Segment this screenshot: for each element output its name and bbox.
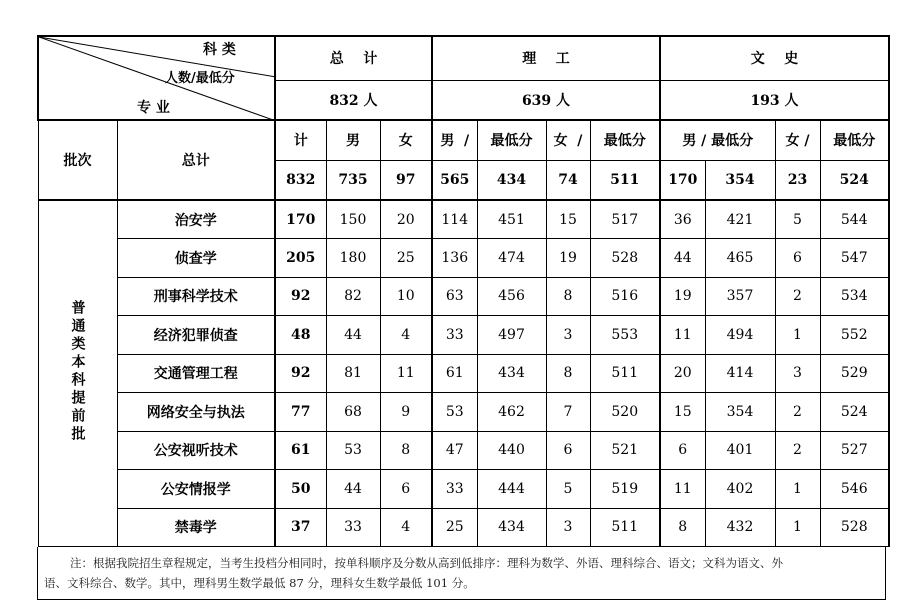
data-cell: 25 <box>380 239 432 278</box>
data-cell: 357 <box>705 277 775 316</box>
data-cell: 527 <box>820 431 889 470</box>
data-cell: 528 <box>820 508 889 547</box>
sub-label-arts-female: 女 / <box>775 120 820 160</box>
data-cell: 517 <box>590 200 660 239</box>
data-cell: 421 <box>705 200 775 239</box>
footnote-line-1: 注：根据我院招生章程规定，当考生投档分相同时，按单科顺序及分数从高到低排序：理科为数学、外语、理科综合、语文；文科为语文、外 <box>70 556 783 570</box>
data-cell: 33 <box>326 508 380 547</box>
header-row-sublabels <box>38 120 889 160</box>
data-cell: 6 <box>775 239 820 278</box>
data-cell: 37 <box>275 508 326 547</box>
data-cell: 494 <box>705 316 775 355</box>
group-science-label: 理 工 <box>432 36 660 80</box>
footnote <box>37 547 886 600</box>
sub-label-arts-female-min: 最低分 <box>820 120 889 160</box>
data-cell: 520 <box>590 393 660 432</box>
summary-cell: 434 <box>477 160 546 200</box>
data-cell: 9 <box>380 393 432 432</box>
data-cell: 519 <box>590 470 660 509</box>
data-cell: 434 <box>477 508 546 547</box>
data-cell: 1 <box>775 470 820 509</box>
data-cell: 547 <box>820 239 889 278</box>
sub-label-sci-female-min: 最低分 <box>590 120 660 160</box>
data-cell: 33 <box>432 470 477 509</box>
data-cell: 136 <box>432 239 477 278</box>
data-cell: 61 <box>275 431 326 470</box>
data-cell: 444 <box>477 470 546 509</box>
data-cell: 474 <box>477 239 546 278</box>
major-name: 经济犯罪侦查 <box>117 316 275 355</box>
table-row <box>38 431 889 470</box>
data-cell: 44 <box>660 239 705 278</box>
data-cell: 44 <box>326 470 380 509</box>
summary-cell: 832 <box>275 160 326 200</box>
summary-cell: 23 <box>775 160 820 200</box>
data-cell: 63 <box>432 277 477 316</box>
total-header: 总计 <box>117 120 275 200</box>
data-cell: 68 <box>326 393 380 432</box>
data-cell: 434 <box>477 354 546 393</box>
sub-label-sci-female: 女 / <box>546 120 590 160</box>
data-cell: 36 <box>660 200 705 239</box>
major-name: 治安学 <box>117 200 275 239</box>
major-name: 禁毒学 <box>117 508 275 547</box>
summary-cell: 511 <box>590 160 660 200</box>
data-cell: 33 <box>432 316 477 355</box>
data-cell: 81 <box>326 354 380 393</box>
data-cell: 3 <box>546 508 590 547</box>
data-cell: 6 <box>546 431 590 470</box>
data-cell: 8 <box>660 508 705 547</box>
batch-header: 批次 <box>38 120 117 200</box>
data-cell: 462 <box>477 393 546 432</box>
summary-cell: 97 <box>380 160 432 200</box>
data-cell: 546 <box>820 470 889 509</box>
corner-label-category: 科 类 <box>203 42 236 58</box>
group-arts-label: 文 史 <box>660 36 889 80</box>
data-cell: 402 <box>705 470 775 509</box>
data-cell: 92 <box>275 277 326 316</box>
summary-cell: 524 <box>820 160 889 200</box>
data-cell: 11 <box>380 354 432 393</box>
major-name: 刑事科学技术 <box>117 277 275 316</box>
data-cell: 47 <box>432 431 477 470</box>
admission-score-table <box>37 35 890 547</box>
data-cell: 50 <box>275 470 326 509</box>
table-row <box>38 508 889 547</box>
sub-label-female: 女 <box>380 120 432 160</box>
group-total-label: 总 计 <box>275 36 432 80</box>
data-cell: 25 <box>432 508 477 547</box>
data-cell: 53 <box>326 431 380 470</box>
footnote-line-2: 语、文科综合、数学。其中，理科男生数学最低 87 分，理科女生数学最低 101 分。 <box>44 576 475 590</box>
data-cell: 20 <box>660 354 705 393</box>
summary-cell: 735 <box>326 160 380 200</box>
data-cell: 15 <box>660 393 705 432</box>
data-cell: 114 <box>432 200 477 239</box>
data-cell: 4 <box>380 316 432 355</box>
data-cell: 544 <box>820 200 889 239</box>
corner-label-count-score: 人数/最低分 <box>165 71 235 86</box>
batch-name: 普通类本科提前批 <box>69 299 86 444</box>
batch-cell <box>38 200 117 547</box>
data-cell: 150 <box>326 200 380 239</box>
table-row <box>38 316 889 355</box>
major-name: 公安情报学 <box>117 470 275 509</box>
data-cell: 529 <box>820 354 889 393</box>
data-cell: 180 <box>326 239 380 278</box>
table-row <box>38 393 889 432</box>
data-cell: 414 <box>705 354 775 393</box>
data-cell: 8 <box>546 277 590 316</box>
major-name: 网络安全与执法 <box>117 393 275 432</box>
group-science-count: 639 人 <box>432 80 660 120</box>
data-cell: 432 <box>705 508 775 547</box>
data-cell: 11 <box>660 316 705 355</box>
data-cell: 77 <box>275 393 326 432</box>
data-cell: 10 <box>380 277 432 316</box>
data-cell: 5 <box>546 470 590 509</box>
data-cell: 15 <box>546 200 590 239</box>
data-cell: 2 <box>775 393 820 432</box>
data-cell: 20 <box>380 200 432 239</box>
data-cell: 511 <box>590 508 660 547</box>
summary-cell: 170 <box>660 160 705 200</box>
data-cell: 53 <box>432 393 477 432</box>
sub-label-total: 计 <box>275 120 326 160</box>
table-row <box>38 470 889 509</box>
major-name: 公安视听技术 <box>117 431 275 470</box>
table-body <box>38 200 889 547</box>
table-row <box>38 239 889 278</box>
data-cell: 6 <box>660 431 705 470</box>
data-cell: 2 <box>775 277 820 316</box>
group-total-count: 832 人 <box>275 80 432 120</box>
sub-label-sci-male-min: 最低分 <box>477 120 546 160</box>
data-cell: 19 <box>546 239 590 278</box>
data-cell: 401 <box>705 431 775 470</box>
summary-cell: 565 <box>432 160 477 200</box>
data-cell: 19 <box>660 277 705 316</box>
data-cell: 1 <box>775 508 820 547</box>
data-cell: 61 <box>432 354 477 393</box>
summary-cell: 354 <box>705 160 775 200</box>
major-name: 侦查学 <box>117 239 275 278</box>
data-cell: 82 <box>326 277 380 316</box>
sub-label-male: 男 <box>326 120 380 160</box>
summary-cell: 74 <box>546 160 590 200</box>
data-cell: 7 <box>546 393 590 432</box>
data-cell: 451 <box>477 200 546 239</box>
data-cell: 170 <box>275 200 326 239</box>
data-cell: 3 <box>546 316 590 355</box>
data-cell: 205 <box>275 239 326 278</box>
admission-table-container <box>37 35 888 600</box>
data-cell: 354 <box>705 393 775 432</box>
sub-label-sci-male: 男 / <box>432 120 477 160</box>
data-cell: 521 <box>590 431 660 470</box>
sub-label-arts-male-min: 男 / 最低分 <box>660 120 775 160</box>
data-cell: 44 <box>326 316 380 355</box>
data-cell: 8 <box>546 354 590 393</box>
group-arts-count: 193 人 <box>660 80 889 120</box>
data-cell: 528 <box>590 239 660 278</box>
corner-label-major: 专 业 <box>137 100 170 116</box>
data-cell: 511 <box>590 354 660 393</box>
major-name: 交通管理工程 <box>117 354 275 393</box>
data-cell: 4 <box>380 508 432 547</box>
data-cell: 8 <box>380 431 432 470</box>
data-cell: 497 <box>477 316 546 355</box>
table-row <box>38 277 889 316</box>
data-cell: 11 <box>660 470 705 509</box>
data-cell: 5 <box>775 200 820 239</box>
corner-diagonal-cell <box>38 36 275 120</box>
data-cell: 92 <box>275 354 326 393</box>
table-row <box>38 354 889 393</box>
data-cell: 524 <box>820 393 889 432</box>
data-cell: 534 <box>820 277 889 316</box>
data-cell: 440 <box>477 431 546 470</box>
table-row <box>38 200 889 239</box>
data-cell: 516 <box>590 277 660 316</box>
data-cell: 553 <box>590 316 660 355</box>
data-cell: 552 <box>820 316 889 355</box>
data-cell: 3 <box>775 354 820 393</box>
data-cell: 2 <box>775 431 820 470</box>
header-row-groups <box>38 36 889 80</box>
data-cell: 48 <box>275 316 326 355</box>
data-cell: 6 <box>380 470 432 509</box>
data-cell: 465 <box>705 239 775 278</box>
data-cell: 1 <box>775 316 820 355</box>
data-cell: 456 <box>477 277 546 316</box>
